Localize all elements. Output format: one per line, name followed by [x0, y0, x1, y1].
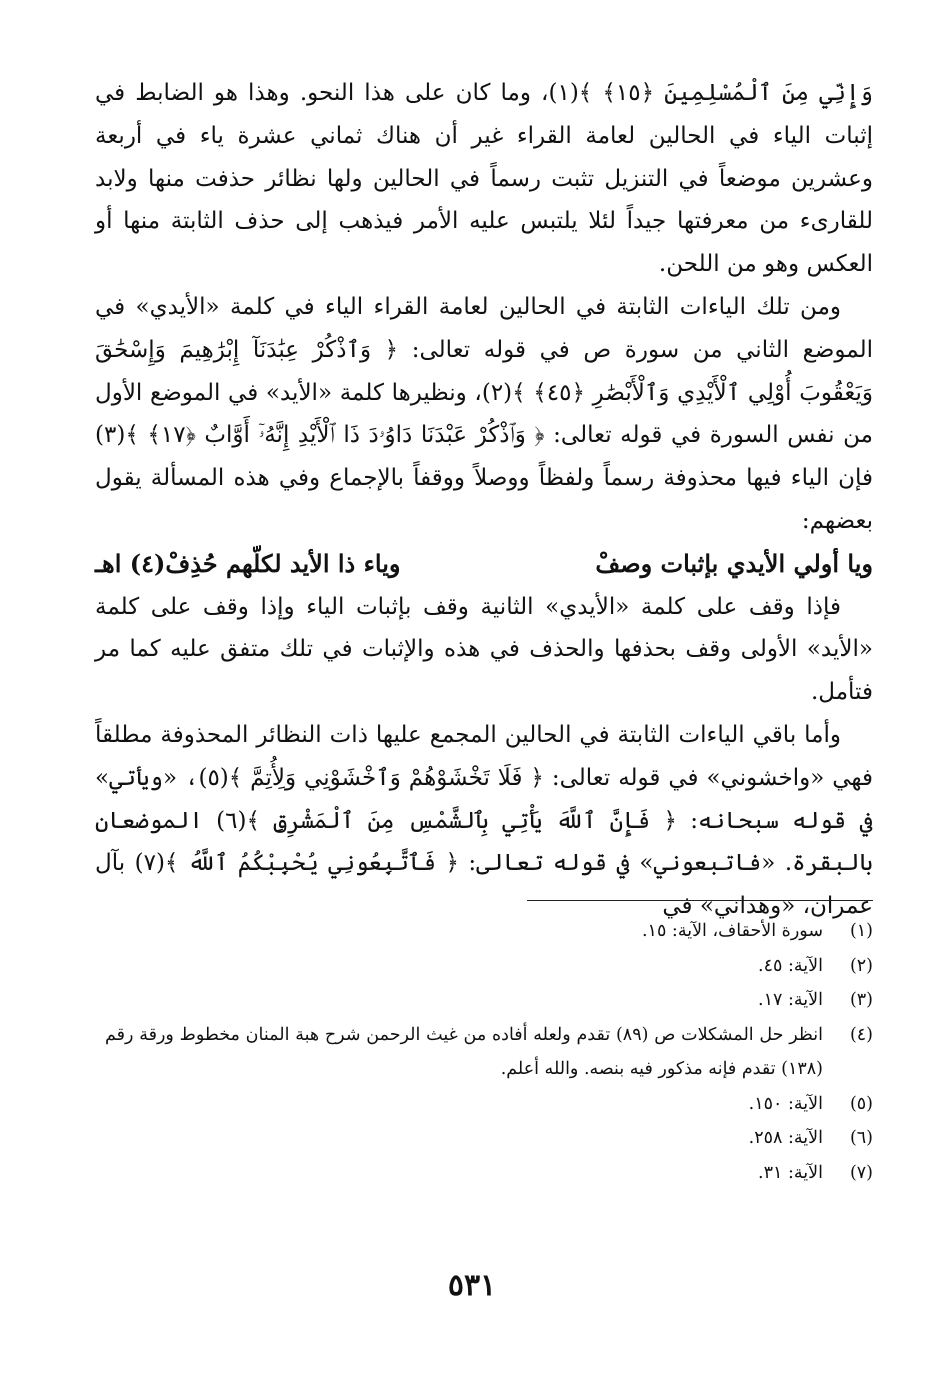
- footnote-text: الآية: ١٥٠.: [748, 1093, 823, 1114]
- footnote-7: [105, 1156, 873, 1191]
- main-text: [95, 72, 873, 928]
- footnote-text: الآية: ٢٥٨.: [748, 1128, 823, 1148]
- footnote-2: [105, 949, 873, 984]
- footnote-4: [105, 1018, 873, 1087]
- paragraph-3: فإذا وقف على كلمة «الأيدي» الثانية وقف بإثبات الياء وإذا وقف على كلمة «الأيد» الأولى وقف بحذفها والحذف في هذه والإثبات في تلك متفق عليه كما مر فتأمل.: [95, 593, 873, 706]
- footnote-number: (٤): [849, 1024, 873, 1045]
- footnote-text: سورة الأحقاف، الآية: ١٥.: [641, 921, 823, 941]
- footnotes: [105, 914, 873, 1190]
- footnote-number: (٢): [849, 955, 873, 976]
- footnote-number: (٧): [849, 1162, 873, 1183]
- footnote-1: [105, 914, 873, 949]
- footnote-text: انظر حل المشكلات ص (٨٩) تقدم ولعله أفاده من غيث الرحمن شرح هبة المنان مخطوط ورقة رقم (١٣٨) تقدم فإنه مذكور فيه بنصه. والله أعلم.: [105, 1024, 823, 1079]
- paragraph-4: وأما باقي الياءات الثابتة في الحالين المجمع عليها ذات النظائر المحذوفة مطلقاً فهي «واخشوني» في قوله تعالى: ﴿ فَلَا تَخْشَوْهُمْ وَٱخْشَوْنِي وَلِأُتِمَّ ﴾(٥)، «ويأتي» في قوله سبحانه: ﴿ فَإِنَّ ٱللَّهَ يَأْتِي بِٱلشَّمْسِ مِنَ ٱلْمَشْرِقِ ﴾(٦) الموضعان بالبقرة. «فاتبعوني» في قوله تعالى: ﴿ فَٱتَّبِعُونِي يُحْبِبْكُمُ ٱللَّهُ ﴾(٧) بآل عمران، «وهداني» في: [95, 721, 874, 920]
- paragraph-1: وَإِنِّي مِنَ ٱلْمُسْلِمِينَ ﴿١٥﴾ ﴾(١)، وما كان على هذا النحو. وهذا هو الضابط في إثبات الياء في الحالين لعامة القراء غير أن هناك ثماني عشرة ياء في أربعة وعشرين موضعاً في التنزيل تثبت رسماً في الحالين ولها نظائر حذفت منها ولابد للقارىء من معرفتها جيداً لئلا يلتبس عليه الأمر فيذهب إلى حذف الثابتة منها أو العكس وهو من اللحن.: [95, 80, 873, 278]
- footnote-5: [105, 1087, 873, 1122]
- paragraph-2: ومن تلك الياءات الثابتة في الحالين لعامة القراء الياء في كلمة «الأيدي» في الموضع الثاني من سورة ص في قوله تعالى: ﴿ وَٱذْكُرْ عِبَٰدَنَآ إِبْرَٰهِيمَ وَإِسْحَٰقَ وَيَعْقُوبَ أُوْلِي ٱلْأَيْدِي وَٱلْأَبْصَٰرِ ﴿٤٥﴾ ﴾(٢)، ونظيرها كلمة «الأيد» في الموضع الأول من نفس السورة في قوله تعالى: ﴿ وَٱذْكُرْ عَبْدَنَا دَاوُۥدَ ذَا ٱلْأَيْدِ إِنَّهُۥٓ أَوَّابٌ ﴿١٧﴾ ﴾(٣) فإن الياء فيها محذوفة رسماً ولفظاً ووصلاً ووقفاً بالإجماع وفي هذه المسألة يقول بعضهم:: [95, 293, 873, 534]
- footnote-number: (١): [849, 921, 873, 941]
- verse-first-hemistich: ويا أولي الأيدي بإثبات وصفْ: [595, 548, 873, 578]
- footnote-number: (٣): [849, 990, 873, 1010]
- verse-second-hemistich: وياء ذا الأيد لكلّهم حُذِفْ(٤) اهـ: [95, 548, 401, 578]
- footnote-3: [105, 983, 873, 1018]
- footnote-number: (٥): [849, 1093, 873, 1114]
- footnote-divider: [527, 900, 873, 901]
- footnote-number: (٦): [849, 1128, 873, 1148]
- footnote-text: الآية: ٤٥.: [758, 955, 823, 976]
- poem-verse: [95, 543, 873, 586]
- page-number: ٥٣١: [447, 1268, 497, 1303]
- footnote-text: الآية: ١٧.: [758, 990, 823, 1010]
- footnote-text: الآية: ٣١.: [758, 1162, 823, 1183]
- footnote-6: [105, 1121, 873, 1156]
